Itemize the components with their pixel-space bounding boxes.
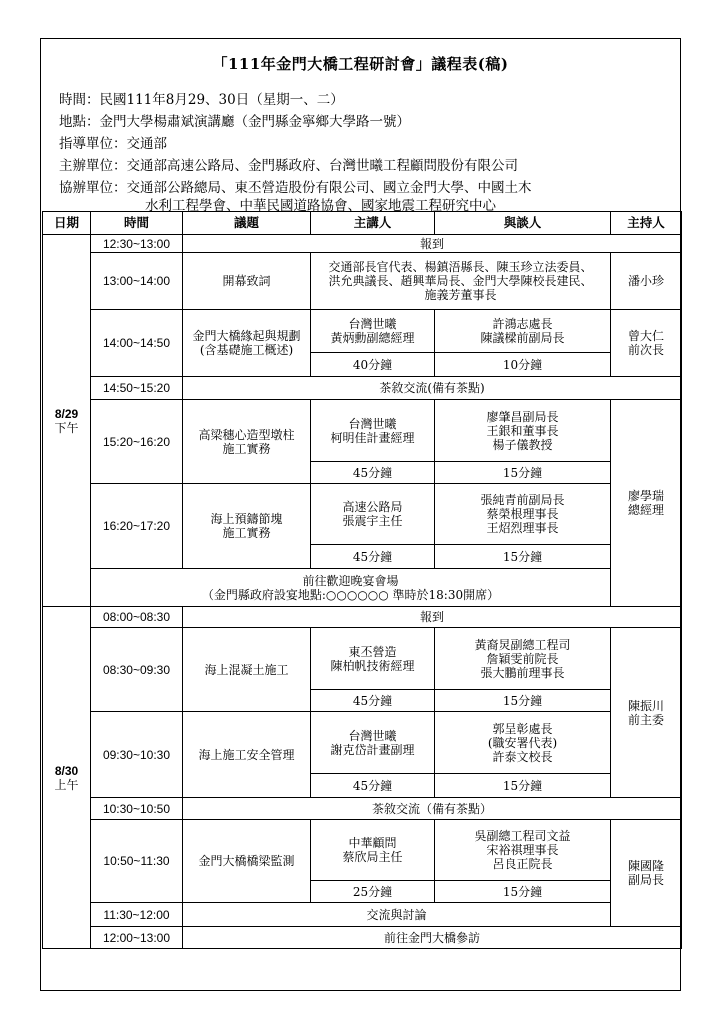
d1r1-time: 12:30~13:00 [91, 235, 183, 253]
d1r3-panel-duration: 10分鐘 [435, 353, 611, 377]
d1r3-topic [183, 310, 311, 377]
d1r6-speaker-name: 張震宇主任 [342, 514, 403, 528]
d1r5-panel-2: 王銀和董事長 [486, 423, 559, 438]
info-co-host-line2: 水利工程學會、中華民國道路協會、國家地震工程研究中心 [145, 198, 496, 214]
d1r3-host-title: 前次長 [627, 343, 664, 357]
d2-host-2-title: 副局長 [627, 873, 664, 887]
d2r3-speaker [311, 712, 435, 774]
d1r7-dinner [91, 569, 611, 607]
d2r3-panel [435, 712, 611, 774]
d1r3-speaker [311, 310, 435, 353]
d1r2-guests [311, 253, 611, 310]
d2r5-time: 10:50~11:30 [91, 820, 183, 903]
d1r3-speaker-duration: 40分鐘 [311, 353, 435, 377]
d2r2-panel-1: 黃裔炅副總工程司 [474, 637, 571, 652]
d1r6-panel-3: 王炤烈理事長 [486, 521, 559, 535]
d2r5-panel [435, 820, 611, 881]
d1r6-speaker [311, 484, 435, 545]
info-time: 時間：民國111年8月29、30日（星期一、二） [59, 92, 344, 108]
table-row [43, 377, 682, 400]
d1r6-panel-duration: 15分鐘 [435, 545, 611, 569]
table-row [43, 484, 682, 545]
d2r2-panel-2: 詹穎雯前院長 [486, 651, 559, 666]
d2r5-panel-2: 宋裕祺理事長 [486, 843, 559, 857]
d1r5-topic [183, 400, 311, 484]
d1r3-panel-1: 許鴻志處長 [492, 317, 553, 331]
d2r2-panel-duration: 15分鐘 [435, 690, 611, 712]
header-speaker: 主講人 [311, 212, 435, 235]
header-host: 主持人 [611, 212, 682, 235]
d1r6-time: 16:20~17:20 [91, 484, 183, 569]
d1-host-2-name: 廖學瑞 [627, 489, 664, 503]
d2r2-speaker-name: 陳柏帆技術經理 [330, 658, 415, 673]
d2r6-time: 11:30~12:00 [91, 903, 183, 927]
d1r5-panel-duration: 15分鐘 [435, 462, 611, 484]
d2r5-topic: 金門大橋橋梁監測 [183, 820, 311, 903]
d1r5-topic-line2: 施工實務 [222, 441, 271, 456]
d2r3-topic: 海上施工安全管理 [183, 712, 311, 798]
d2-host-1-name: 陳振川 [627, 698, 664, 713]
d1r6-speaker-org: 高速公路局 [342, 500, 403, 514]
d1r6-topic [183, 484, 311, 569]
d1r5-time: 15:20~16:20 [91, 400, 183, 484]
d2r3-time: 09:30~10:30 [91, 712, 183, 798]
d1-host-2 [611, 400, 682, 607]
d1r1-text: 報到 [183, 235, 682, 253]
d2r3-speaker-duration: 45分鐘 [311, 774, 435, 798]
d1r3-speaker-name: 黃炳勳副總經理 [330, 331, 415, 345]
d1r7-dinner-line2: （金門縣政府設宴地點:○○○○○○ 準時於18:30開席） [201, 587, 500, 602]
d2r3-panel-1: 郭呈彰處長 [492, 721, 553, 736]
d1r5-speaker-name: 柯明佳計畫經理 [330, 430, 415, 445]
d2-host-1-title: 前主委 [627, 712, 664, 727]
d1r3-host [611, 310, 682, 377]
d1r3-topic-line2: (含基礎施工概述) [199, 343, 294, 357]
d2r7-time: 12:00~13:00 [91, 927, 183, 949]
day2-date-cell [43, 607, 91, 949]
d2r4-time: 10:30~10:50 [91, 798, 183, 820]
d1r5-panel [435, 400, 611, 462]
agenda-table [42, 211, 682, 949]
d1r5-panel-3: 楊子儀教授 [492, 437, 553, 452]
d1r3-speaker-org: 台灣世曦 [348, 317, 397, 331]
d2r5-panel-3: 呂良正院長 [492, 857, 553, 871]
d2r5-speaker [311, 820, 435, 881]
info-place: 地點：金門大學楊肅斌演講廳（金門縣金寧鄉大學路一號） [59, 114, 410, 130]
d1r3-time: 14:00~14:50 [91, 310, 183, 377]
d2r5-panel-1: 吳副總工程司文益 [474, 829, 571, 843]
header-panel: 與談人 [435, 212, 611, 235]
d2r1-text: 報到 [183, 607, 682, 628]
agenda-document [40, 38, 681, 991]
d1r6-panel-1: 張純青前副局長 [480, 493, 565, 507]
header-time: 時間 [91, 212, 183, 235]
d2-host-2 [611, 820, 682, 927]
d1r7-dinner-line1: 前往歡迎晚宴會場 [302, 573, 399, 588]
d2r2-time: 08:30~09:30 [91, 628, 183, 712]
table-row [43, 400, 682, 462]
day1-date: 8/29 [54, 406, 79, 421]
d1r6-speaker-duration: 45分鐘 [311, 545, 435, 569]
d1r5-speaker-duration: 45分鐘 [311, 462, 435, 484]
d2r3-speaker-name: 謝克岱計畫副理 [330, 742, 415, 757]
d1r2-host: 潘小珍 [611, 253, 682, 310]
table-header-row [43, 212, 682, 235]
d1r5-topic-line1: 高梁穗心造型墩柱 [198, 427, 295, 442]
table-row [43, 798, 682, 820]
d2r3-panel-2: (職安署代表) [487, 735, 558, 750]
d1r6-topic-line1: 海上預鑄節塊 [210, 512, 283, 526]
table-row [43, 253, 682, 310]
d2r3-panel-duration: 15分鐘 [435, 774, 611, 798]
table-row [43, 712, 682, 774]
d2r2-panel [435, 628, 611, 690]
d2r7-text: 前往金門大橋參訪 [183, 927, 682, 949]
day1-period: 下午 [54, 420, 79, 435]
d2r3-speaker-org: 台灣世曦 [348, 728, 397, 743]
header-topic: 議題 [183, 212, 311, 235]
d1r3-panel [435, 310, 611, 353]
d1r6-topic-line2: 施工實務 [222, 526, 271, 540]
d1r3-panel-2: 陳議樑前副局長 [480, 331, 565, 345]
d1r2-guests-line1: 交通部長官代表、楊鎮浯縣長、陳玉珍立法委員、 [328, 260, 593, 274]
d1r6-panel [435, 484, 611, 545]
d2r2-topic: 海上混凝土施工 [183, 628, 311, 712]
info-co-host-line1: 協辦單位：交通部公路總局、東丕營造股份有限公司、國立金門大學、中國土木 [59, 180, 532, 196]
d2r6-text: 交流與討論 [183, 903, 611, 927]
table-row [43, 235, 682, 253]
table-row [43, 310, 682, 353]
d1r6-panel-2: 蔡榮根理事長 [486, 507, 559, 521]
d1r4-time: 14:50~15:20 [91, 377, 183, 400]
d1r5-speaker-org: 台灣世曦 [348, 416, 397, 431]
table-row [43, 903, 682, 927]
d2r2-speaker-org: 東丕營造 [348, 644, 397, 659]
d1r3-topic-line1: 金門大橋緣起與規劃 [192, 329, 301, 343]
d2-host-2-name: 陳國隆 [627, 859, 664, 873]
d1r2-guests-line3: 施義芳董事長 [424, 288, 497, 302]
d2r4-text: 茶敘交流（備有茶點） [183, 798, 682, 820]
d1r3-host-name: 曾大仁 [627, 329, 664, 343]
d1r2-time: 13:00~14:00 [91, 253, 183, 310]
d2r2-speaker-duration: 45分鐘 [311, 690, 435, 712]
d2r5-panel-duration: 15分鐘 [435, 881, 611, 903]
info-host-unit: 主辦單位：交通部高速公路局、金門縣政府、台灣世曦工程顧問股份有限公司 [59, 158, 518, 174]
d2r5-speaker-duration: 25分鐘 [311, 881, 435, 903]
d2r1-time: 08:00~08:30 [91, 607, 183, 628]
d2-host-1 [611, 628, 682, 798]
day1-date-cell [43, 235, 91, 607]
d1r2-topic: 開幕致詞 [183, 253, 311, 310]
table-row [43, 927, 682, 949]
d1r5-speaker [311, 400, 435, 462]
d2r5-speaker-org: 中華顧問 [348, 836, 397, 850]
day2-period: 上午 [54, 777, 79, 792]
day2-date: 8/30 [54, 763, 79, 778]
d2r3-panel-3: 許泰文校長 [492, 749, 553, 764]
header-date: 日期 [43, 212, 91, 235]
d1r5-panel-1: 廖肇昌副局長 [486, 409, 559, 424]
table-row [43, 820, 682, 881]
document-title: 「111年金門大橋工程研討會」議程表(稿) [212, 55, 509, 73]
table-row [43, 569, 682, 588]
d1r2-guests-line2: 洪允典議長、趙興華局長、金門大學陳校長建民、 [328, 274, 593, 288]
d2r2-speaker [311, 628, 435, 690]
table-row [43, 628, 682, 690]
d1r4-text: 茶敘交流(備有茶點) [183, 377, 682, 400]
info-guide-unit: 指導單位：交通部 [59, 136, 167, 152]
d2r5-speaker-name: 蔡欣局主任 [342, 850, 403, 864]
table-row [43, 607, 682, 628]
d2r2-panel-3: 張大鵬前理事長 [480, 665, 565, 680]
d1-host-2-title: 總經理 [627, 503, 664, 517]
